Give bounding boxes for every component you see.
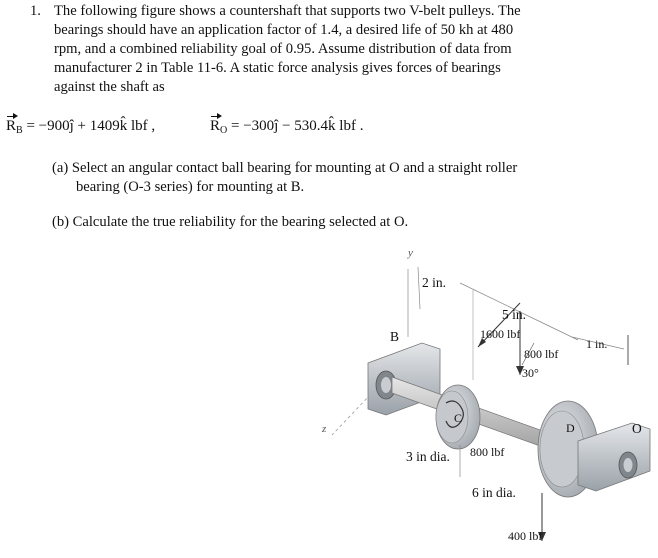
statement-line: against the shaft as [54,79,165,95]
axis-y-label: y [408,247,413,259]
dia-3-label: 3 in dia. [406,449,450,464]
force-800-bottom-label: 800 lbf [470,445,505,459]
label-o: O [632,421,642,436]
part-a-line: bearing (O-3 series) for mounting at B. [76,179,305,195]
dim-2in-line [418,267,420,309]
problem-number: 1. [30,3,41,19]
vector-symbol: R [6,118,17,134]
angle-label: 30° [522,366,539,380]
equation-rhs: = −900ĵ + 1409k̂ lbf , [26,118,156,134]
problem-paragraph [54,2,614,97]
part-b [52,213,612,232]
label-b: B [390,329,400,344]
dim-1in-label: 1 in. [586,337,608,351]
statement-line: bearings should have an application factor of 1.4, a desired life of 50 kh at 480 [54,22,514,38]
axis-z-label: z [322,423,327,435]
part-b-line: (b) Calculate the true reliability for the bearing selected at O. [52,214,409,230]
force-equation-ro [210,118,363,135]
vector-symbol: R [210,118,221,134]
dim-5in-label: 5 in. [502,307,527,322]
force-equation-rb [6,118,155,135]
dia-6-label: 6 in dia. [472,485,516,500]
countershaft-figure [310,245,658,553]
label-d: D [566,421,575,435]
countershaft-drawing [310,245,658,553]
force-1600-label: 1600 lbf [480,327,521,341]
force-800-top-label: 800 lbf [524,347,559,361]
label-c: C [454,411,463,425]
dim-2in-label: 2 in. [422,275,447,290]
vector-subscript: O [220,125,228,136]
statement-line: manufacturer 2 in Table 11-6. A static force analysis gives forces of bearings [54,60,501,76]
part-a [52,159,612,197]
part-a-line: (a) Select an angular contact ball bearing for mounting at O and a straight roller [52,160,518,176]
statement-line: rpm, and a combined reliability goal of 0.95. Assume distribution of data from [54,41,512,57]
equation-rhs: = −300ĵ − 530.4k̂ lbf . [231,118,364,134]
statement-line: The following figure shows a countershaft that supports two V-belt pulleys. The [54,3,521,19]
force-400-label: 400 lbf [508,529,543,543]
vector-subscript: B [16,125,23,136]
